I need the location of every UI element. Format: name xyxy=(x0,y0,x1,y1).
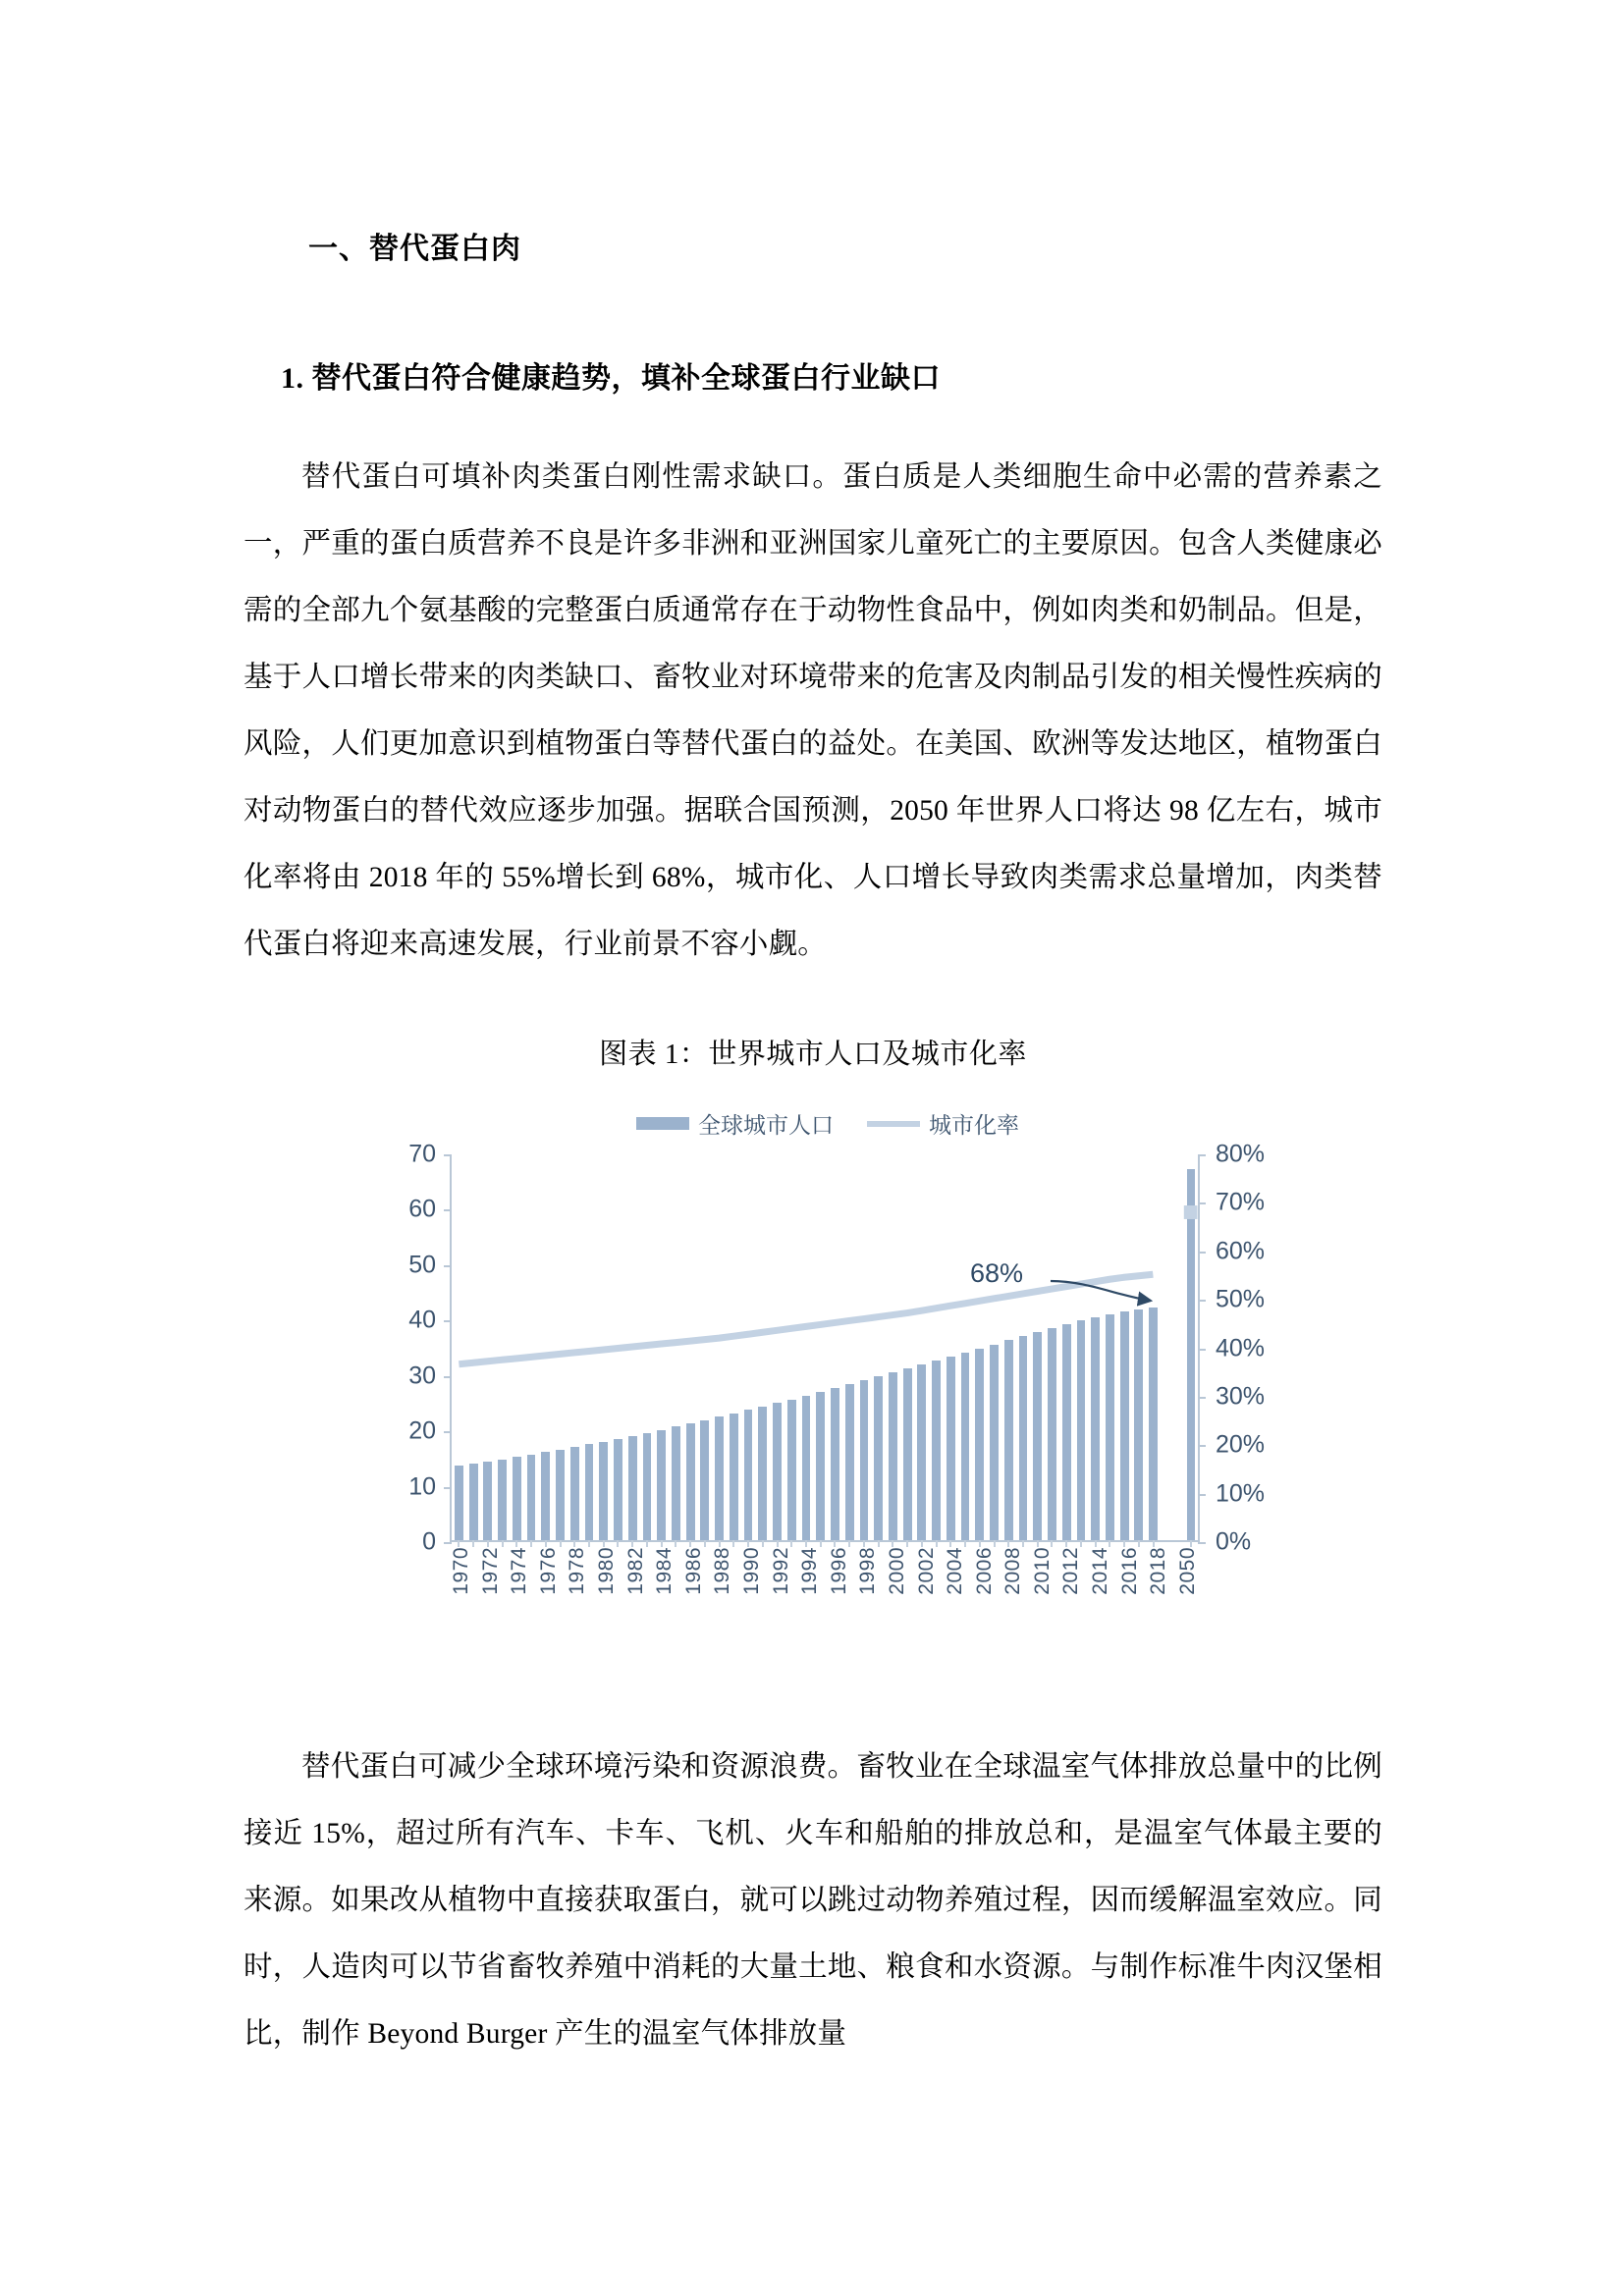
x-tickmark xyxy=(777,1540,779,1547)
chart-bar xyxy=(599,1442,608,1540)
chart-bar xyxy=(758,1407,767,1540)
x-tick-label: 1978 xyxy=(566,1547,589,1595)
x-label-slot xyxy=(624,1547,648,1660)
x-tickmark xyxy=(790,1540,792,1547)
chart-bar xyxy=(1149,1308,1158,1540)
y-tick-label: 30 xyxy=(408,1362,436,1390)
chart-bar-slot xyxy=(495,1154,510,1540)
chart-figure-1 xyxy=(371,1099,1284,1708)
x-tick-label: 2004 xyxy=(944,1547,967,1595)
chart-bar xyxy=(874,1376,883,1540)
chart-bar xyxy=(947,1357,955,1540)
y2-tickmark xyxy=(1198,1397,1206,1399)
x-tickmark xyxy=(805,1540,807,1547)
chart-bar xyxy=(614,1439,622,1540)
chart-bar xyxy=(787,1400,796,1540)
legend-item-line xyxy=(867,1107,1019,1140)
chart-bar xyxy=(1033,1332,1042,1540)
chart-bar-slot xyxy=(1001,1154,1016,1540)
chart-bar-slot xyxy=(452,1154,466,1540)
x-tick-label: 2012 xyxy=(1059,1547,1083,1595)
chart-bar xyxy=(715,1416,724,1540)
section-subheading: 1. 替代蛋白符合健康趋势，填补全球蛋白行业缺口 xyxy=(281,362,941,395)
body-paragraph-2: 替代蛋白可减少全球环境污染和资源浪费。畜牧业在全球温室气体排放总量中的比例接近 15%，超过所有汽车、卡车、飞机、火车和船舶的排放总和，是温室气体最主要的来源。如果改从植物中直接获取蛋白，就可以跳过动物养殖过程，因而缓解温室效应。同时，人造肉可以节省畜牧养殖中消耗的大量土地、粮食和水资源。与制作标准牛肉汉堡相比，制作 Beyond Burger 产生的温室气体排放量 xyxy=(243,1751,1382,2050)
x-tickmark xyxy=(1051,1540,1053,1547)
x-label-slot xyxy=(537,1547,561,1660)
x-tickmark xyxy=(545,1540,547,1547)
x-tickmark xyxy=(617,1540,619,1547)
chart-plot-wrapper xyxy=(371,1140,1284,1595)
y-tickmark xyxy=(444,1320,452,1322)
y2-tick-label: 60% xyxy=(1216,1237,1266,1265)
chart-bar-slot xyxy=(958,1154,973,1540)
chart-bar xyxy=(860,1380,869,1540)
x-tickmark xyxy=(689,1540,691,1547)
chart-bar-slot xyxy=(755,1154,770,1540)
chart-bar xyxy=(831,1388,839,1540)
chart-bar xyxy=(628,1436,637,1540)
y-tickmark xyxy=(444,1431,452,1433)
chart-bar-slot xyxy=(944,1154,958,1540)
x-tickmark xyxy=(573,1540,575,1547)
y2-tickmark xyxy=(1198,1542,1206,1544)
chart-bar xyxy=(845,1384,854,1540)
chart-bar-slot xyxy=(842,1154,857,1540)
x-tick-label: 2000 xyxy=(885,1547,908,1595)
chart-bar-slot xyxy=(1146,1154,1161,1540)
chart-bar xyxy=(975,1349,984,1540)
chart-bar xyxy=(903,1368,912,1540)
chart-bar-slot xyxy=(640,1154,655,1540)
x-tickmark xyxy=(936,1540,938,1547)
chart-bar-slot xyxy=(524,1154,539,1540)
page-title: 一、替代蛋白肉 xyxy=(308,233,521,265)
x-tick-label: 1970 xyxy=(450,1547,472,1595)
chart-bar-slot xyxy=(886,1154,900,1540)
y2-tickmark xyxy=(1198,1252,1206,1254)
chart-bar-slot xyxy=(727,1154,741,1540)
x-tick-label: 1986 xyxy=(681,1547,705,1595)
chart-bar-slot xyxy=(828,1154,842,1540)
x-tick-label: 1990 xyxy=(739,1547,763,1595)
x-label-slot xyxy=(595,1547,619,1660)
x-tickmark xyxy=(560,1540,562,1547)
chart-bar xyxy=(1062,1324,1071,1540)
chart-bar xyxy=(483,1462,492,1540)
x-tickmark xyxy=(1153,1540,1155,1547)
x-tickmark xyxy=(1190,1540,1192,1547)
y-tickmark xyxy=(444,1487,452,1489)
x-tick-label: 2050 xyxy=(1175,1547,1199,1595)
chart-bar xyxy=(773,1403,782,1540)
x-tickmark xyxy=(1109,1540,1110,1547)
y-tickmark xyxy=(444,1265,452,1267)
x-tickmark xyxy=(863,1540,865,1547)
chart-bars-group xyxy=(452,1154,1198,1540)
chart-bar-slot xyxy=(915,1154,930,1540)
chart-bar-slot xyxy=(784,1154,799,1540)
y2-tick-label: 50% xyxy=(1216,1285,1266,1313)
chart-bar-slot xyxy=(770,1154,784,1540)
chart-bar xyxy=(686,1423,695,1540)
chart-bar xyxy=(744,1410,753,1540)
x-tick-label: 1994 xyxy=(798,1547,822,1595)
x-tickmark xyxy=(892,1540,893,1547)
chart-bar-slot xyxy=(654,1154,669,1540)
x-label-slot xyxy=(828,1547,851,1660)
x-label-slot xyxy=(479,1547,503,1660)
x-tickmark xyxy=(732,1540,734,1547)
x-label-slot xyxy=(886,1547,909,1660)
chart-bar-slot xyxy=(1132,1154,1147,1540)
x-tickmark xyxy=(979,1540,981,1547)
chart-bar xyxy=(672,1426,680,1540)
y-tick-label: 70 xyxy=(408,1140,436,1168)
chart-bar-slot xyxy=(510,1154,524,1540)
legend-item-bar xyxy=(636,1107,834,1140)
x-label-slot xyxy=(566,1547,589,1660)
chart-bar-slot xyxy=(1016,1154,1031,1540)
x-tick-label: 1992 xyxy=(769,1547,792,1595)
chart-bar-slot xyxy=(741,1154,756,1540)
x-tick-label: 2008 xyxy=(1001,1547,1025,1595)
x-tickmark xyxy=(1080,1540,1082,1547)
chart-bar xyxy=(585,1444,594,1540)
x-tick-label: 2010 xyxy=(1030,1547,1054,1595)
chart-bar xyxy=(527,1455,536,1540)
chart-bar-slot xyxy=(669,1154,683,1540)
chart-bar xyxy=(455,1466,463,1540)
chart-y-axis-left xyxy=(371,1140,442,1556)
chart-bar-slot xyxy=(799,1154,814,1540)
chart-bar-slot xyxy=(697,1154,712,1540)
chart-bar-slot xyxy=(1030,1154,1045,1540)
chart-bar xyxy=(1004,1340,1013,1540)
x-tickmark xyxy=(949,1540,951,1547)
chart-bar-slot xyxy=(553,1154,568,1540)
y2-tick-label: 80% xyxy=(1216,1140,1266,1168)
x-label-slot xyxy=(915,1547,939,1660)
body-paragraph-1: 替代蛋白可填补肉类蛋白刚性需求缺口。蛋白质是人类细胞生命中必需的营养素之一，严重的蛋白质营养不良是许多非洲和亚洲国家儿童死亡的主要原因。包含人类健康必需的全部九个氨基酸的完整蛋白质通常存在于动物性食品中，例如肉类和奶制品。但是，基于人口增长带来的肉类缺口、畜牧业对环境带来的危害及肉制品引发的相关慢性疾病的风险，人们更加意识到植物蛋白等替代蛋白的益处。在美国、欧洲等发达地区，植物蛋白对动物蛋白的替代效应逐步加强。据联合国预测，2050 年世界人口将达 98 亿左右，城市化率将由 2018 年的 55%增长到 68%，城市化、人口增长导致肉类需求总量增加，肉类替代蛋白将迎来高速发展，行业前景不容小觑。 xyxy=(243,461,1382,960)
y2-tick-label: 20% xyxy=(1216,1430,1266,1459)
y-tick-label: 50 xyxy=(408,1251,436,1279)
x-tickmark xyxy=(1022,1540,1024,1547)
legend-label-bar: 全球城市人口 xyxy=(698,1112,834,1138)
x-tick-label: 1980 xyxy=(594,1547,618,1595)
chart-bar xyxy=(643,1433,652,1540)
chart-bar xyxy=(889,1372,897,1540)
chart-bar-slot xyxy=(813,1154,828,1540)
x-tickmark xyxy=(472,1540,474,1547)
y-tickmark xyxy=(444,1209,452,1211)
x-label-slot xyxy=(1001,1547,1025,1660)
x-tick-label: 2002 xyxy=(914,1547,938,1595)
chart-bar-slot xyxy=(466,1154,481,1540)
x-tickmark xyxy=(1123,1540,1125,1547)
chart-axis-gap xyxy=(1161,1154,1184,1540)
legend-label-line: 城市化率 xyxy=(929,1112,1019,1138)
y2-tickmark xyxy=(1198,1349,1206,1351)
chart-bar xyxy=(1048,1328,1056,1540)
chart-bar xyxy=(730,1414,738,1540)
x-label-slot xyxy=(682,1547,706,1660)
x-tick-label: 1972 xyxy=(478,1547,502,1595)
chart-bar xyxy=(570,1447,579,1540)
chart-bar xyxy=(1187,1169,1196,1540)
figure-caption: 图表 1：世界城市人口及城市化率 xyxy=(599,1039,1027,1070)
chart-bar xyxy=(657,1430,666,1540)
y2-tickmark xyxy=(1198,1202,1206,1204)
x-tickmark xyxy=(1007,1540,1009,1547)
x-label-slot xyxy=(740,1547,764,1660)
y2-tick-label: 0% xyxy=(1216,1527,1252,1556)
chart-bar xyxy=(1120,1311,1129,1540)
chart-y-axis-right xyxy=(1204,1140,1284,1556)
chart-bar-slot xyxy=(582,1154,597,1540)
x-tickmark xyxy=(820,1540,822,1547)
chart-bar-slot xyxy=(1088,1154,1103,1540)
x-tick-label: 1996 xyxy=(827,1547,850,1595)
chart-bar xyxy=(802,1396,811,1540)
chart-bar xyxy=(1106,1314,1114,1540)
x-tickmark xyxy=(631,1540,633,1547)
chart-bar-slot xyxy=(1074,1154,1089,1540)
chart-bar-slot xyxy=(596,1154,611,1540)
y2-tickmark xyxy=(1198,1154,1206,1156)
x-label-slot xyxy=(450,1547,473,1660)
x-tick-label: 1982 xyxy=(623,1547,647,1595)
x-tickmark xyxy=(588,1540,590,1547)
y2-tick-label: 40% xyxy=(1216,1334,1266,1362)
legend-bar-swatch-icon xyxy=(636,1117,689,1130)
chart-legend xyxy=(371,1107,1284,1140)
chart-bar-slot xyxy=(987,1154,1001,1540)
x-tickmark xyxy=(502,1540,504,1547)
x-label-slot xyxy=(1147,1547,1170,1660)
chart-bar-slot xyxy=(683,1154,698,1540)
x-tickmark xyxy=(848,1540,850,1547)
chart-bar xyxy=(498,1460,507,1540)
chart-bar xyxy=(469,1464,478,1540)
y2-tickmark xyxy=(1198,1494,1206,1496)
chart-bar xyxy=(1091,1317,1100,1540)
chart-bar xyxy=(1077,1320,1086,1540)
x-label-slot xyxy=(944,1547,967,1660)
y-tick-label: 20 xyxy=(408,1416,436,1445)
chart-bar-slot xyxy=(1184,1154,1199,1540)
x-tick-label: 1976 xyxy=(536,1547,560,1595)
chart-bar-slot xyxy=(1059,1154,1074,1540)
y-tick-label: 60 xyxy=(408,1195,436,1223)
x-tickmark xyxy=(878,1540,880,1547)
x-tickmark xyxy=(964,1540,966,1547)
x-tickmark xyxy=(704,1540,706,1547)
y-tick-label: 10 xyxy=(408,1472,436,1501)
y-tickmark xyxy=(444,1154,452,1156)
x-label-slot xyxy=(1176,1547,1200,1660)
x-tickmark xyxy=(661,1540,663,1547)
chart-bar xyxy=(556,1450,565,1540)
x-label-slot xyxy=(653,1547,676,1660)
y2-tickmark xyxy=(1198,1300,1206,1302)
y-tickmark xyxy=(444,1542,452,1544)
x-label-slot xyxy=(856,1547,880,1660)
x-tick-label: 1998 xyxy=(856,1547,880,1595)
x-tickmark xyxy=(1037,1540,1039,1547)
annotation-68-percent: 68% xyxy=(970,1258,1024,1288)
x-label-slot xyxy=(798,1547,822,1660)
x-tickmark xyxy=(1065,1540,1067,1547)
x-tickmark xyxy=(530,1540,532,1547)
x-tickmark xyxy=(458,1540,460,1547)
x-tickmark xyxy=(675,1540,676,1547)
x-tick-label: 2018 xyxy=(1147,1547,1170,1595)
x-tickmark xyxy=(1095,1540,1097,1547)
x-tick-label: 2014 xyxy=(1089,1547,1112,1595)
x-tickmark xyxy=(515,1540,517,1547)
chart-bar-slot xyxy=(568,1154,582,1540)
annotation-arrow-icon xyxy=(1049,1272,1166,1306)
x-tick-label: 1984 xyxy=(653,1547,676,1595)
x-tick-label: 2016 xyxy=(1117,1547,1141,1595)
x-tickmark xyxy=(646,1540,648,1547)
y-tick-label: 40 xyxy=(408,1306,436,1334)
x-tick-label: 2006 xyxy=(972,1547,996,1595)
x-label-slot xyxy=(508,1547,531,1660)
chart-bar-slot xyxy=(929,1154,944,1540)
chart-bar-slot xyxy=(712,1154,727,1540)
x-tickmark xyxy=(719,1540,721,1547)
chart-bar-slot xyxy=(871,1154,886,1540)
x-tickmark xyxy=(921,1540,923,1547)
x-tick-label: 1974 xyxy=(508,1547,531,1595)
x-label-slot xyxy=(711,1547,734,1660)
chart-bar xyxy=(700,1420,709,1540)
y2-tick-label: 70% xyxy=(1216,1188,1266,1216)
y2-tick-label: 30% xyxy=(1216,1382,1266,1411)
chart-bar-slot xyxy=(611,1154,625,1540)
x-label-slot xyxy=(1089,1547,1112,1660)
chart-x-axis-labels xyxy=(450,1547,1200,1660)
chart-bar-slot xyxy=(1045,1154,1059,1540)
chart-bar xyxy=(513,1457,521,1540)
x-tickmark xyxy=(1138,1540,1140,1547)
chart-bar xyxy=(1134,1309,1143,1540)
x-label-slot xyxy=(1059,1547,1083,1660)
x-tickmark xyxy=(762,1540,764,1547)
y-tick-label: 0 xyxy=(422,1527,436,1556)
chart-bar xyxy=(990,1345,999,1540)
x-label-slot xyxy=(1031,1547,1055,1660)
x-tickmark xyxy=(603,1540,605,1547)
x-tickmark xyxy=(834,1540,836,1547)
chart-bar xyxy=(961,1353,970,1540)
y-tickmark xyxy=(444,1376,452,1378)
chart-bar-slot xyxy=(972,1154,987,1540)
x-label-slot xyxy=(973,1547,997,1660)
x-tick-label: 1988 xyxy=(711,1547,734,1595)
y2-tickmark xyxy=(1198,1445,1206,1447)
legend-line-swatch-icon xyxy=(867,1121,920,1127)
chart-bar-slot xyxy=(480,1154,495,1540)
chart-bar-slot xyxy=(538,1154,553,1540)
x-tickmark xyxy=(487,1540,489,1547)
chart-bar xyxy=(816,1392,825,1540)
x-label-slot xyxy=(1118,1547,1142,1660)
x-label-slot xyxy=(770,1547,793,1660)
chart-bar-slot xyxy=(857,1154,872,1540)
x-tickmark xyxy=(994,1540,996,1547)
chart-bar xyxy=(917,1364,926,1540)
x-tickmark xyxy=(906,1540,908,1547)
chart-bar-slot xyxy=(625,1154,640,1540)
y2-tick-label: 10% xyxy=(1216,1479,1266,1508)
chart-bar-slot xyxy=(1117,1154,1132,1540)
chart-bar xyxy=(1019,1336,1028,1540)
x-tickmark xyxy=(747,1540,749,1547)
chart-plot-area xyxy=(450,1154,1200,1542)
chart-bar xyxy=(932,1361,941,1540)
chart-bar xyxy=(541,1452,550,1540)
chart-bar-slot xyxy=(1103,1154,1117,1540)
chart-bar-slot xyxy=(900,1154,915,1540)
